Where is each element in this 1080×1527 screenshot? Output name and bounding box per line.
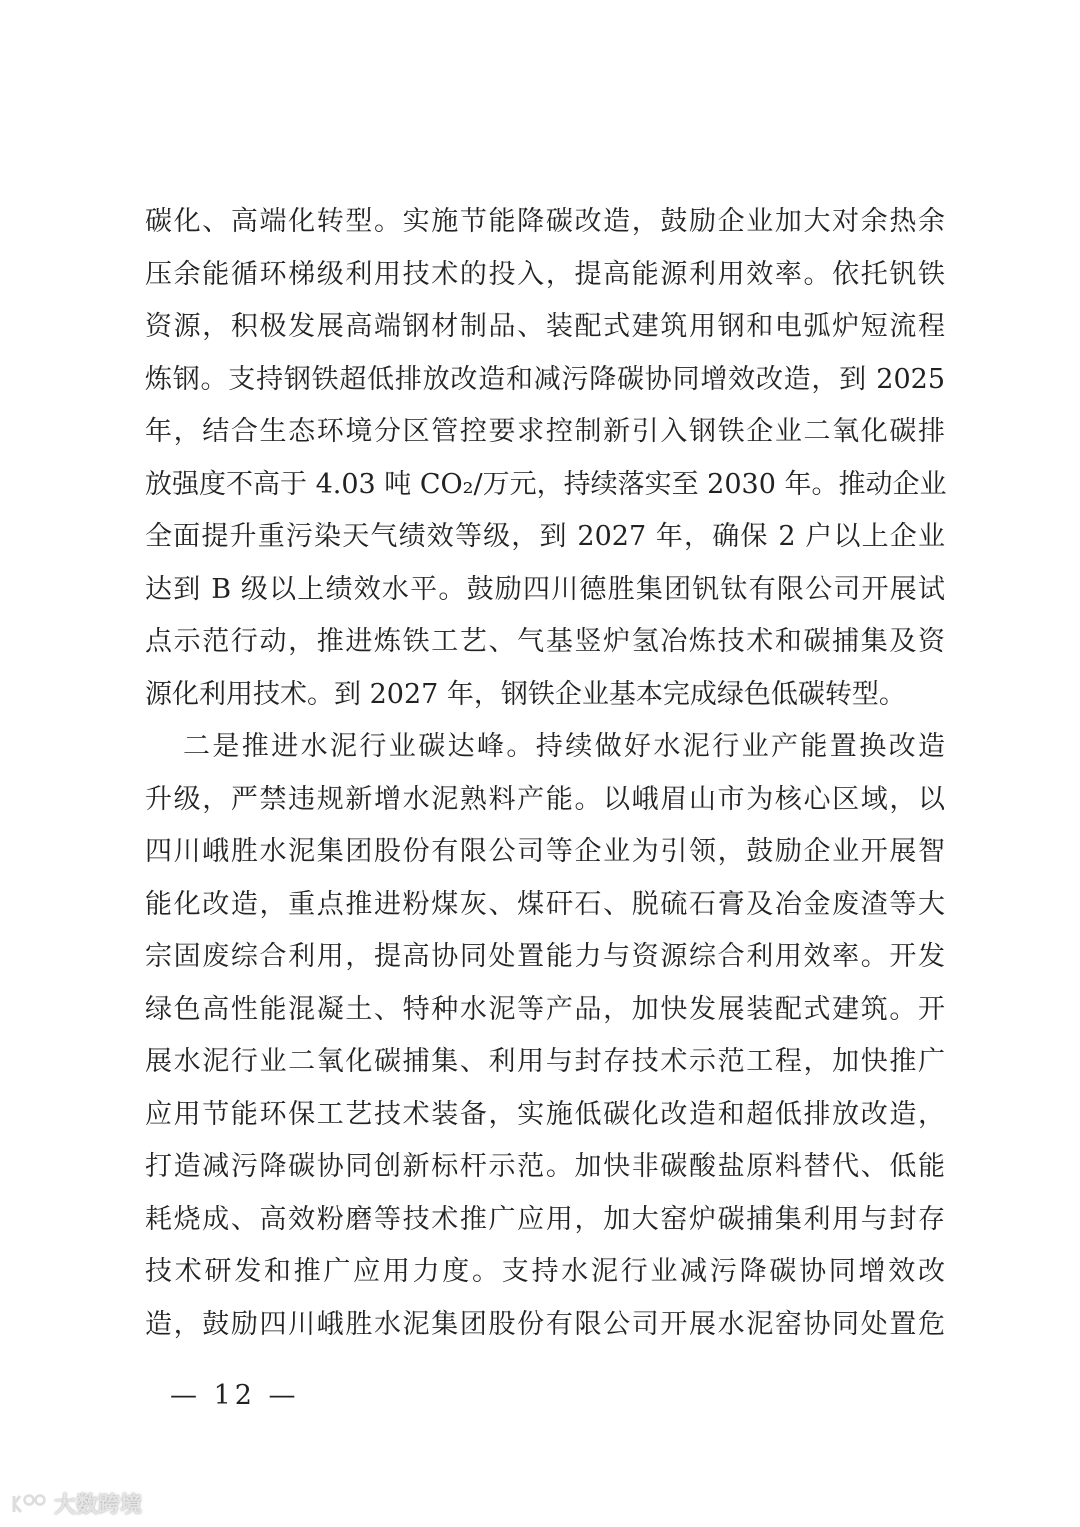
text-line: 能化改造，重点推进粉煤灰、煤矸石、脱硫石膏及冶金废渣等大 bbox=[145, 888, 945, 920]
text-line: 源化利用技术。到 2027 年，钢铁企业基本完成绿色低碳转型。 bbox=[145, 678, 906, 710]
text-line: 点示范行动，推进炼铁工艺、气基竖炉氢冶炼技术和碳捕集及资 bbox=[145, 626, 945, 657]
text-line: 达到 B 级以上绩效水平。鼓励四川德胜集团钒钛有限公司开展试 bbox=[145, 573, 945, 605]
text-line: 全面提升重污染天气绩效等级，到 2027 年，确保 2 户以上企业 bbox=[145, 521, 945, 552]
text-line: 放强度不高于 4.03 吨 CO₂/万元，持续落实至 2030 年。推动企业 bbox=[145, 468, 947, 500]
text-line: 碳化、高端化转型。实施节能降碳改造，鼓励企业加大对余热余 bbox=[145, 206, 945, 237]
text-line: 资源，积极发展高端钢材制品、装配式建筑用钢和电弧炉短流程 bbox=[145, 311, 945, 342]
text-line: 技术研发和推广应用力度。支持水泥行业减污降碳协同增效改 bbox=[145, 1256, 945, 1287]
page-number: — 12 — bbox=[170, 1380, 300, 1411]
text-line: 展水泥行业二氧化碳捕集、利用与封存技术示范工程，加快推广 bbox=[145, 1046, 945, 1077]
text-line: 打造减污降碳协同创新标杆示范。加快非碳酸盐原料替代、低能 bbox=[145, 1151, 945, 1182]
text-line: 造，鼓励四川峨胜水泥集团股份有限公司开展水泥窑协同处置危 bbox=[145, 1308, 945, 1340]
text-line: 四川峨胜水泥集团股份有限公司等企业为引领，鼓励企业开展智 bbox=[145, 836, 945, 867]
watermark-text: 大数跨境 bbox=[54, 1493, 143, 1518]
text-line: 宗固废综合利用，提高协同处置能力与资源综合利用效率。开发 bbox=[145, 941, 945, 972]
text-line: 压余能循环梯级利用技术的投入，提高能源利用效率。依托钒铁 bbox=[145, 258, 945, 290]
text-line: 绿色高性能混凝土、特种水泥等产品，加快发展装配式建筑。开 bbox=[145, 993, 945, 1025]
watermark bbox=[10, 1488, 142, 1519]
text-line: 耗烧成、高效粉磨等技术推广应用，加大窑炉碳捕集利用与封存 bbox=[145, 1203, 945, 1235]
text-line: 应用节能环保工艺技术装备，实施低碳化改造和超低排放改造， bbox=[145, 1098, 945, 1130]
text-line: 年，结合生态环境分区管控要求控制新引入钢铁企业二氧化碳排 bbox=[145, 416, 945, 447]
paragraph-start-line: 二是推进水泥行业碳达峰。持续做好水泥行业产能置换改造 bbox=[183, 731, 945, 762]
text-line: 升级，严禁违规新增水泥熟料产能。以峨眉山市为核心区域，以 bbox=[145, 783, 945, 815]
watermark-logo-icon bbox=[10, 1492, 48, 1516]
body-text bbox=[145, 196, 945, 1351]
text-line: 炼钢。支持钢铁超低排放改造和减污降碳协同增效改造，到 2025 bbox=[145, 363, 945, 395]
